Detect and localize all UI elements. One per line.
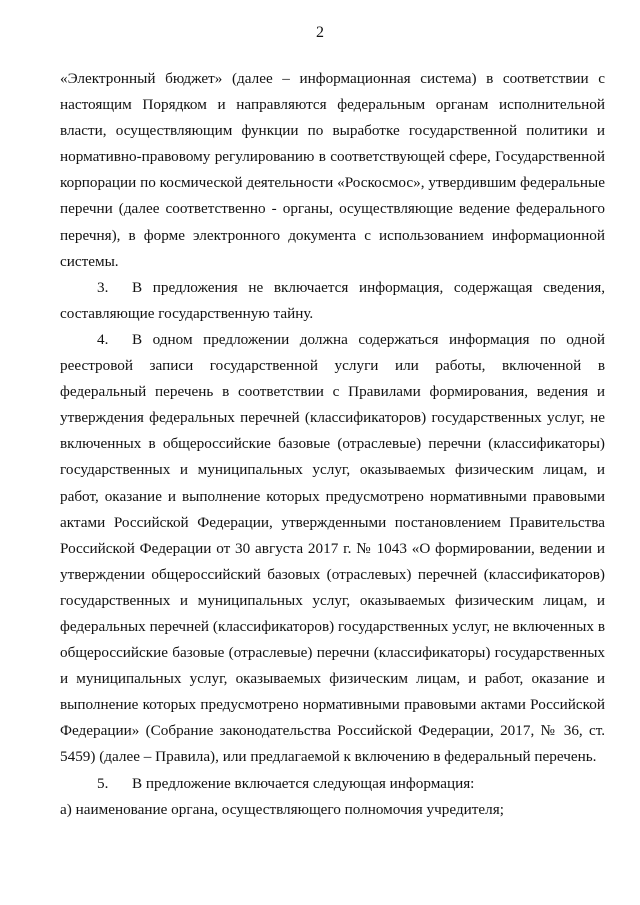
paragraph-text: а) наименование органа, осуществляющего полномочия учредителя;: [60, 800, 504, 818]
paragraph-4: [60, 327, 605, 771]
paragraph-text: «Электронный бюджет» (далее – информационная система) в соответствии с настоящим Порядком и направляются федеральным органам исполнительной власти, осуществляющим функции по выработке государственной политики и нормативно-правовому регулированию в соответствующей сфере, Государственной корпорации по космической деятельности «Роскосмос», утвердившим федеральные перечни (далее соответственно - органы, осуществляющие ведение федерального перечня), в форме электронного документа с использованием информационной системы.: [60, 70, 605, 270]
paragraph-number: 3.: [97, 278, 109, 296]
paragraph-text: В предложения не включается информация, содержащая сведения, составляющие государственную тайну.: [60, 278, 605, 322]
paragraph-text: В одном предложении должна содержаться информация по одной реестровой записи государственной услуги или работы, включенной в федеральный перечень в соответствии с Правилами формирования, ведения и утверждения федеральных перечней (классификаторов) государственных услуг, не включенных в общероссийские базовые (отраслевые) перечни (классификаторы) государственных и муниципальных услуг, оказываемых физическим лицам, и работ, оказание и выполнение которых предусмотрено нормативными правовыми актами Российской Федерации, утвержденными постановлением Правительства Российской Федерации от 30 августа 2017 г. № 1043 «О формировании, ведении и утверждении общероссийский базовых (отраслевых) перечней (классификаторов) государственных и муниципальных услуг, оказываемых физическим лицам, и федеральных перечней (классификаторов) государственных услуг, не включенных в общероссийские базовые (отраслевые) перечни (классификаторы) государственных и муниципальных услуг, оказываемых физическим лицам, и работ, оказание и выполнение которых предусмотрено нормативными правовыми актами Российской Федерации» (Собрание законодательства Российской Федерации, 2017, № 36, ст. 5459) (далее – Правила), или предлагаемой к включению в федеральный перечень.: [60, 330, 605, 766]
paragraph-3: [60, 275, 605, 327]
paragraph-text: В предложение включается следующая информация:: [132, 774, 475, 792]
paragraph-number: 4.: [97, 330, 109, 348]
paragraph-number: 5.: [97, 774, 109, 792]
paragraph-5a: [60, 797, 605, 823]
paragraph-continuation: [60, 66, 605, 275]
document-body: [60, 66, 605, 823]
page-number: 2: [316, 24, 324, 41]
paragraph-5: [60, 771, 605, 797]
